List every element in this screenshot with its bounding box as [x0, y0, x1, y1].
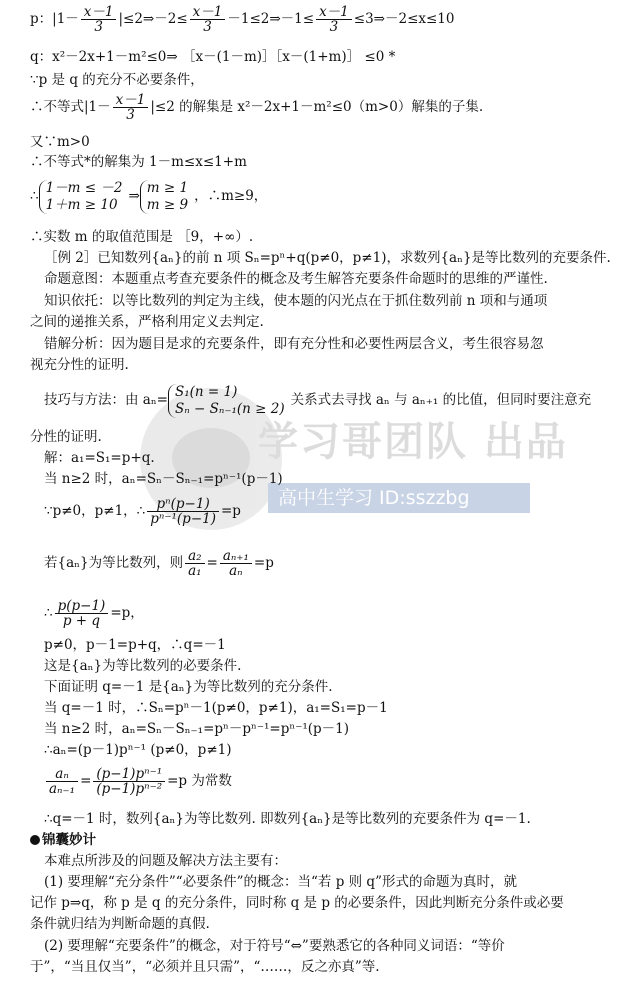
q-definition: q：x²－2x+1－m²≤0⇒ ［x－(1－m)］［x－(1+m)］ ≤0 * [30, 49, 396, 65]
text-line: 记作 p⇒q，称 p 是 q 的充分条件，同时称 q 是 p 的必要条件，因此判断充分条件或必要 [30, 895, 564, 911]
example-2-heading: ［例 2］已知数列{aₙ}的前 n 项 Sₙ=pⁿ+q(p≠0，p≠1)，求数列{aₙ}是等比数列的充要条件. [44, 250, 611, 266]
solution-line: 下面证明 q=－1 是{aₙ}为等比数列的充分条件. [44, 679, 333, 695]
solution-line: ∴q=－1 时，数列{aₙ}为等比数列. 即数列{aₙ}是等比数列的充要条件为 q=－1. [44, 811, 531, 827]
text-line: 分性的证明. [30, 429, 102, 445]
solution-line: 若{aₙ}为等比数列，则 $\frac{\text{a₂}}{\text{a₁}}$ = $\frac{\text{aₙ₊₁}}{\text{aₙ}}$ =p [44, 548, 274, 579]
text-line: ∵p 是 q 的充分不必要条件， [30, 72, 204, 88]
text-line: 之间的递推关系，严格利用定义去判定. [30, 314, 264, 330]
solution-line: 当 q=－1 时，∴Sₙ=pⁿ－1(p≠0，p≠1)，a₁=S₁=p－1 [44, 700, 388, 716]
solution-line: 当 n≥2 时，aₙ=Sₙ－Sₙ₋₁=pⁿ－pⁿ⁻¹=pⁿ⁻¹(p－1) [44, 721, 350, 737]
solution-line: p≠0，p－1=p+q，∴q=－1 [44, 637, 226, 653]
inequality-system: ∴ 1－m ≤ －2 1＋m ≥ 10 ⇒ m ≥ 1 m ≥ 9 ，∴m≥9， [30, 179, 268, 213]
watermark-subtitle: 高中生学习 ID:sszzbg [268, 483, 530, 513]
text-line: ∴实数 m 的取值范围是 ［9，+∞）. [30, 229, 254, 245]
text-line: 又∵m>0 [30, 134, 90, 150]
text-line: 条件就归结为判断命题的真假. [30, 916, 210, 932]
section-heading: 锦囊妙计 [30, 831, 624, 849]
solution-line: 这是{aₙ}为等比数列的必要条件. [44, 658, 242, 674]
solution-line: ∵p≠0，p≠1，∴ $\frac{\text{pⁿ(p−1)}}{\text{pⁿ⁻¹(p−1)}}$ =p [44, 496, 241, 527]
inequality-subset: ∴不等式|1－ $\frac{x-1}{3}$ |≤2 的解集是 x²－2x+1－m²≤0（m>0）解集的子集. [30, 92, 484, 123]
solution-line: ∴aₙ=(p－1)pⁿ⁻¹ (p≠0，p≠1) [44, 742, 232, 758]
text-line: 视充分性的证明. [30, 357, 129, 373]
bullet-icon [30, 835, 40, 845]
solution-line: ∴ $\frac{p(p-1)}{p + q}$ =p， [44, 598, 144, 629]
technique-line: 技巧与方法：由 aₙ= S₁(n = 1) Sₙ − Sₙ₋₁(n ≥ 2) 关系式去寻找 aₙ 与 aₙ₊₁ 的比值，但同时要注意充 [44, 383, 592, 417]
solution-line: 当 n≥2 时，aₙ=Sₙ－Sₙ₋₁=pⁿ⁻¹(p－1) [44, 471, 283, 487]
text-line: 于”，“当且仅当”，“必须并且只需”，“……，反之亦真”等. [30, 959, 380, 975]
text-line: 知识依托：以等比数列的判定为主线，使本题的闪光点在于抓住数列前 n 项和与通项 [44, 293, 548, 309]
text-line: 本难点所涉及的问题及解决方法主要有： [44, 853, 287, 869]
text-line: ∴不等式*的解集为 1－m≤x≤1+m [30, 154, 247, 170]
text-line: 错解分析：因为题目是求的充要条件，即有充分性和必要性两层含义，考生很容易忽 [44, 336, 544, 352]
solution-line: $\frac{\text{aₙ}}{\text{aₙ₋₁}}$ = $\frac{\text{(p−1)pⁿ⁻¹}}{\text{(p−1)pⁿ⁻²}}$ =p 为常数 [44, 763, 624, 799]
p-definition: p：|1－ $\frac{x-1}{3}$ |≤2⇒－2≤ $\frac{x-1}{3}$ －1≤2⇒－1≤ $\frac{x-1}{3}$ ≤3⇒－2≤x≤10 [30, 4, 455, 35]
text-line: (1) 要理解“充分条件”“必要条件”的概念：当“若 p 则 q”形式的命题为真时，就 [44, 874, 517, 890]
solution-line: 解：a₁=S₁=p+q. [44, 450, 155, 466]
text-line: 命题意图：本题重点考查充要条件的概念及考生解答充要条件命题时的思维的严谨性. [44, 271, 548, 287]
text-line: (2) 要理解“充要条件”的概念，对于符号“⇔”要熟悉它的各种同义词语：“等价 [44, 938, 505, 954]
watermark-title: 学习哥团队 出品 [258, 419, 568, 465]
